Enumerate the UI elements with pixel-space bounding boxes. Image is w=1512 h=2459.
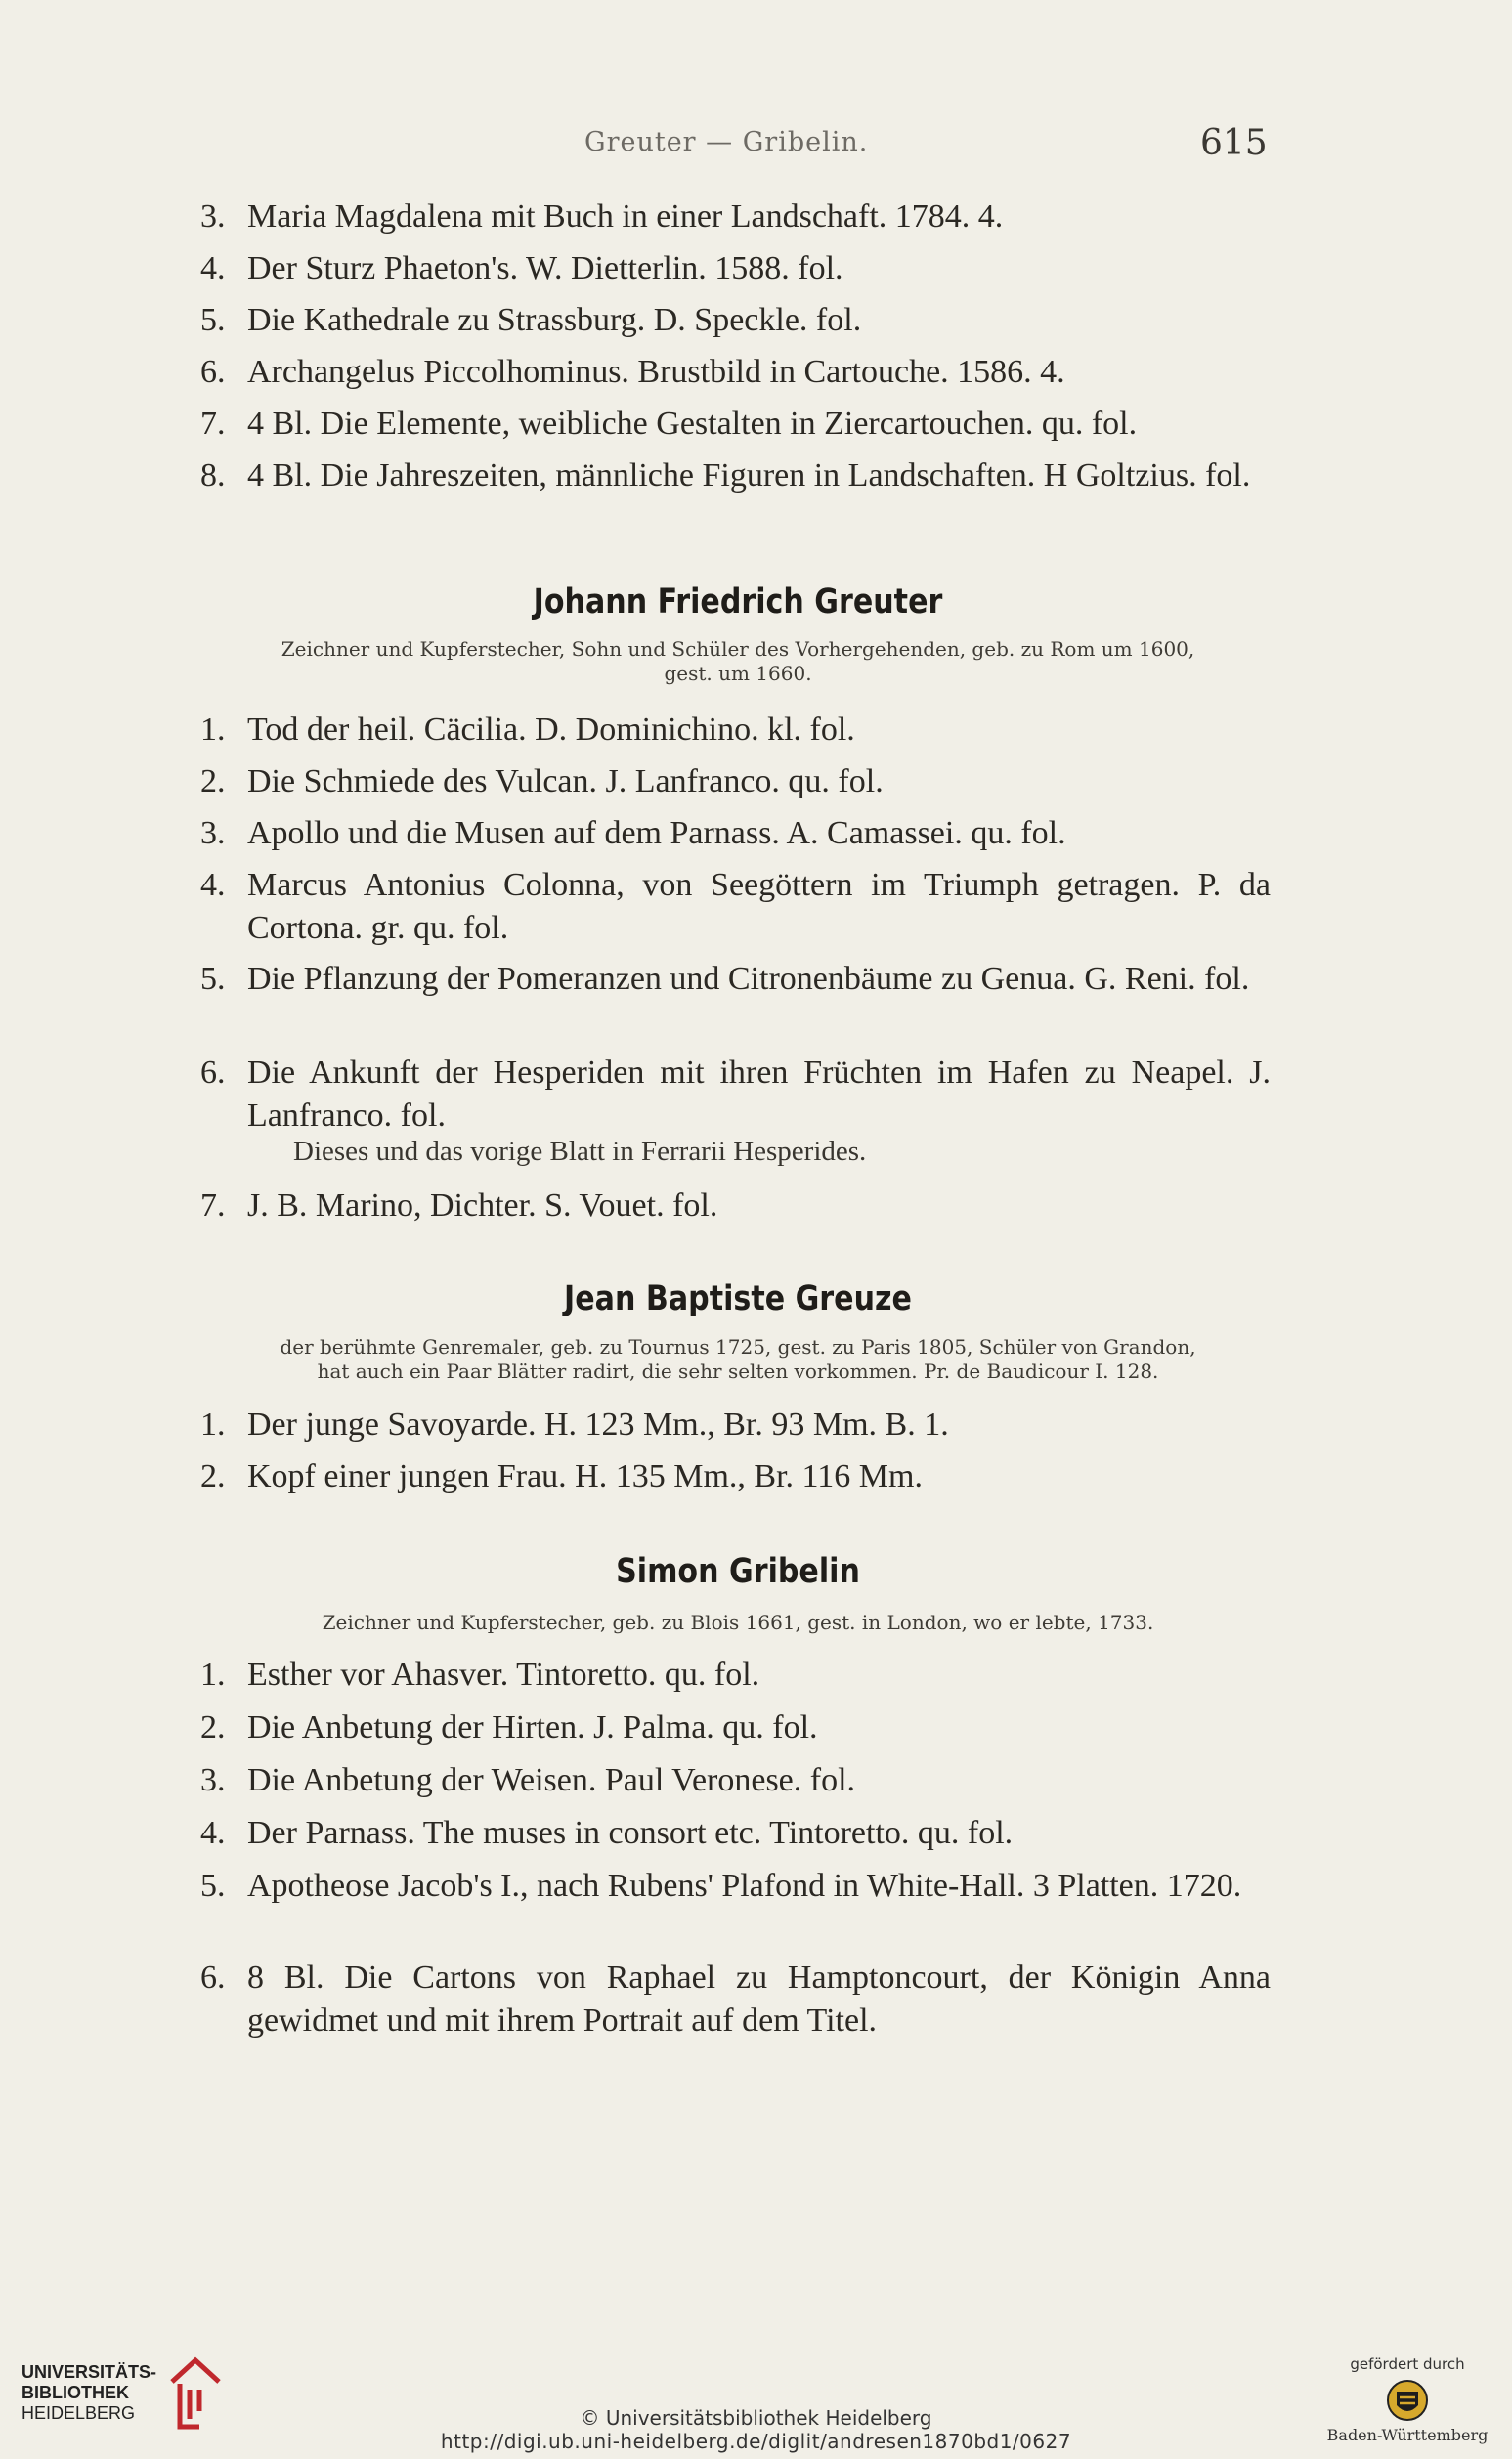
artist-bio-line: Zeichner und Kupferstecher, geb. zu Blois 1661, gest. in London, wo er lebte, 1733. xyxy=(322,1611,1154,1634)
list-item xyxy=(200,812,1271,855)
state-crest-icon xyxy=(1386,2378,1429,2423)
list-item xyxy=(200,1957,1271,2043)
list-item xyxy=(200,1455,1271,1498)
section-heading-greuter: Johann Friedrich Greuter xyxy=(533,582,943,622)
list-item xyxy=(200,299,1271,342)
list-item xyxy=(200,864,1271,950)
item-text: Die Anbetung der Weisen. Paul Veronese. fol. xyxy=(247,1762,856,1798)
item-number: 4. xyxy=(200,867,226,903)
list-item xyxy=(200,1706,1271,1749)
item-text: J. B. Marino, Dichter. S. Vouet. fol. xyxy=(247,1187,718,1224)
item-number: 7. xyxy=(200,406,226,442)
running-head: Greuter — Gribelin. xyxy=(584,127,869,157)
item-number: 5. xyxy=(200,961,226,997)
item-text: 4 Bl. Die Elemente, weibliche Gestalten in Ziercartouchen. qu. fol. xyxy=(247,406,1138,442)
list-item xyxy=(200,403,1271,446)
list-item xyxy=(200,1403,1271,1446)
library-name-line: UNIVERSITÄTS- xyxy=(22,2362,157,2382)
item-number: 3. xyxy=(200,198,226,235)
list-item xyxy=(200,1052,1271,1138)
item-number: 8. xyxy=(200,457,226,494)
item-text: Tod der heil. Cäcilia. D. Dominichino. kl. fol. xyxy=(247,712,855,748)
item-number: 6. xyxy=(200,1960,226,1996)
item-number: 6. xyxy=(200,1055,226,1091)
item-number: 1. xyxy=(200,1406,226,1443)
item-text: Marcus Antonius Colonna, von Seegöttern im Triumph getragen. P. da Cortona. gr. qu. fol. xyxy=(247,867,1271,946)
item-number: 1. xyxy=(200,712,226,748)
list-item xyxy=(200,760,1271,803)
item-text: Maria Magdalena mit Buch in einer Landschaft. 1784. 4. xyxy=(247,198,1004,235)
item-text: 8 Bl. Die Cartons von Raphael zu Hamptoncourt, der Königin Anna gewidmet und mit ihrem Portrait auf dem Titel. xyxy=(247,1960,1271,2039)
item-number: 2. xyxy=(200,763,226,799)
item-text: Die Schmiede des Vulcan. J. Lanfranco. qu. fol. xyxy=(247,763,884,799)
section-heading-greuze: Jean Baptiste Greuze xyxy=(564,1279,912,1318)
item-text: Kopf einer jungen Frau. H. 135 Mm., Br. 116 Mm. xyxy=(247,1458,923,1494)
item-number: 4. xyxy=(200,250,226,286)
item-number: 5. xyxy=(200,1868,226,1904)
list-item xyxy=(200,195,1271,238)
list-item xyxy=(200,1759,1271,1802)
item-text: Die Ankunft der Hesperiden mit ihren Früchten im Hafen zu Neapel. J. Lanfranco. fol. xyxy=(247,1055,1271,1134)
item-text: Der Parnass. The muses in consort etc. Tintoretto. qu. fol. xyxy=(247,1815,1014,1851)
state-name: Baden-Württemberg xyxy=(1326,2426,1489,2444)
funding-logo[interactable] xyxy=(1319,2346,1495,2453)
item-text: Der junge Savoyarde. H. 123 Mm., Br. 93 Mm. B. 1. xyxy=(247,1406,949,1443)
artist-bio-line: hat auch ein Paar Blätter radirt, die sehr selten vorkommen. Pr. de Baudicour I. 128. xyxy=(317,1359,1159,1383)
item-number: 3. xyxy=(200,1762,226,1798)
item-number: 6. xyxy=(200,354,226,390)
artist-bio-line: Zeichner und Kupferstecher, Sohn und Schüler des Vorhergehenden, geb. zu Rom um 1600, xyxy=(281,637,1195,661)
list-item xyxy=(200,247,1271,290)
item-number: 5. xyxy=(200,302,226,338)
copyright-notice: © Universitätsbibliothek Heidelberg xyxy=(580,2406,932,2430)
item-number: 2. xyxy=(200,1458,226,1494)
funded-by-label: gefördert durch xyxy=(1350,2355,1465,2373)
artist-bio-line: der berühmte Genremaler, geb. zu Tournus 1725, gest. zu Paris 1805, Schüler von Grandon, xyxy=(280,1335,1196,1359)
item-text: Archangelus Piccolhominus. Brustbild in Cartouche. 1586. 4. xyxy=(247,354,1065,390)
item-text: Apotheose Jacob's I., nach Rubens' Plafond in White-Hall. 3 Platten. 1720. xyxy=(247,1868,1242,1904)
library-name-line: HEIDELBERG xyxy=(22,2403,136,2423)
list-item xyxy=(200,1865,1271,1908)
permalink[interactable]: http://digi.ub.uni-heidelberg.de/diglit/andresen1870bd1/0627 xyxy=(440,2430,1072,2453)
list-item xyxy=(200,351,1271,394)
item-number: 1. xyxy=(200,1657,226,1693)
footnote: Dieses und das vorige Blatt in Ferrarii Hesperides. xyxy=(293,1136,867,1167)
list-item xyxy=(200,1185,1271,1228)
list-item xyxy=(200,958,1271,1001)
item-text: 4 Bl. Die Jahreszeiten, männliche Figuren in Landschaften. H Goltzius. fol. xyxy=(247,457,1251,494)
item-text: Apollo und die Musen auf dem Parnass. A. Camassei. qu. fol. xyxy=(247,815,1066,851)
item-text: Der Sturz Phaeton's. W. Dietterlin. 1588. fol. xyxy=(247,250,843,286)
item-text: Die Kathedrale zu Strassburg. D. Speckle. fol. xyxy=(247,302,862,338)
list-item xyxy=(200,709,1271,752)
list-item xyxy=(200,1812,1271,1855)
artist-bio-line: gest. um 1660. xyxy=(664,662,812,685)
list-item xyxy=(200,454,1271,497)
library-name-line: BIBLIOTHEK xyxy=(22,2383,129,2402)
item-number: 4. xyxy=(200,1815,226,1851)
item-text: Die Pflanzung der Pomeranzen und Citronenbäume zu Genua. G. Reni. fol. xyxy=(247,961,1250,997)
list-item xyxy=(200,1654,1271,1697)
section-heading-gribelin: Simon Gribelin xyxy=(616,1552,860,1591)
item-number: 2. xyxy=(200,1709,226,1746)
item-text: Die Anbetung der Hirten. J. Palma. qu. fol. xyxy=(247,1709,818,1746)
item-number: 7. xyxy=(200,1187,226,1224)
item-number: 3. xyxy=(200,815,226,851)
item-text: Esther vor Ahasver. Tintoretto. qu. fol. xyxy=(247,1657,760,1693)
page-number: 615 xyxy=(1200,123,1268,163)
